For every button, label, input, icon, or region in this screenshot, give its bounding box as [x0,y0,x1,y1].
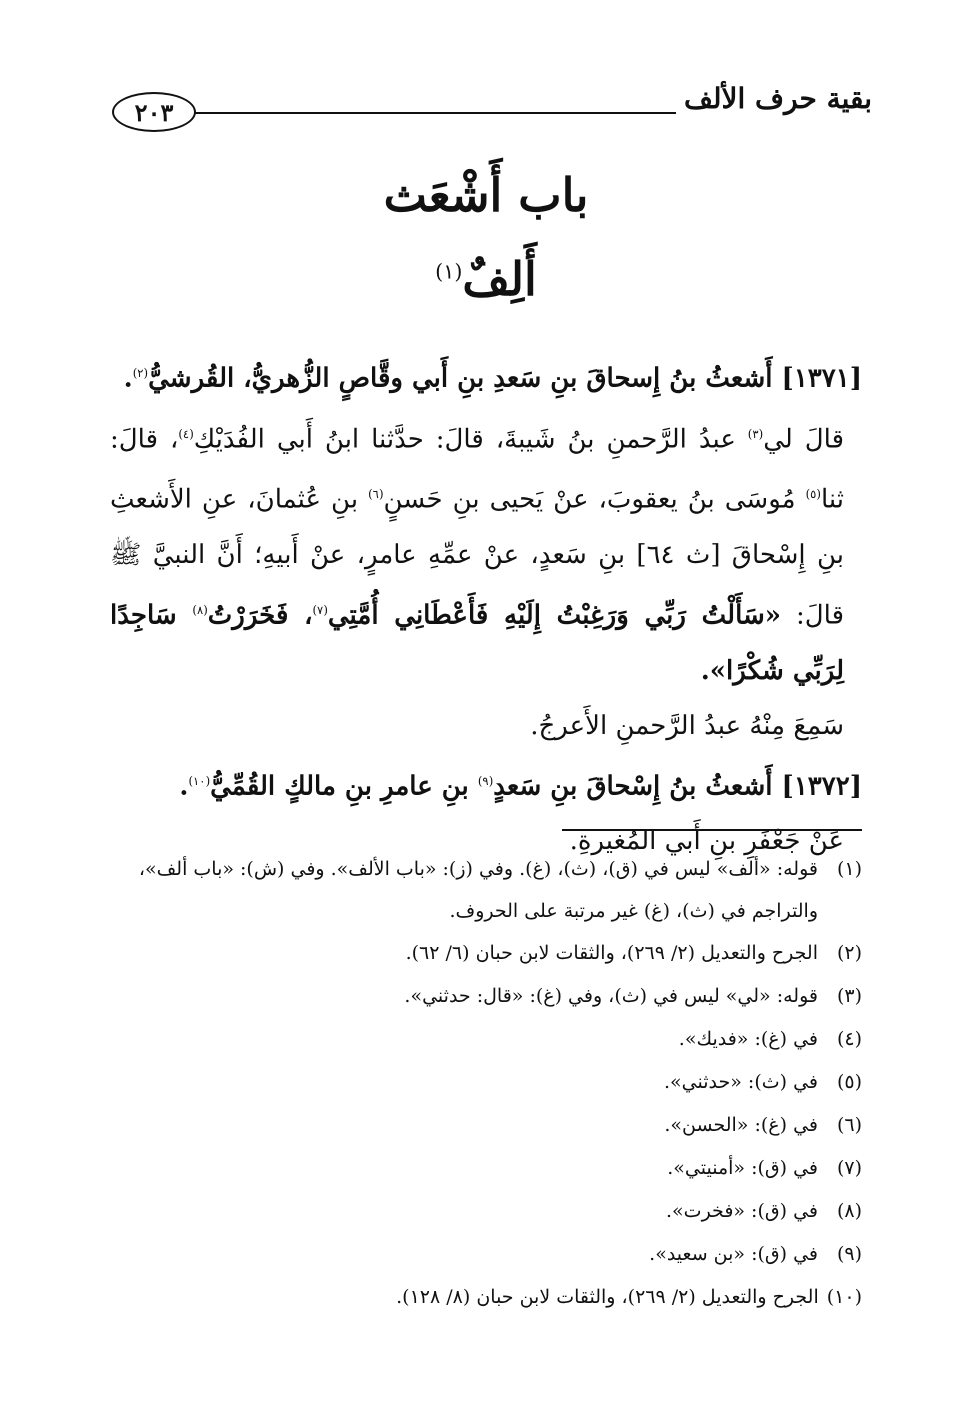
footnote-text: قوله: «لي» ليس في (ث)، وفي (غ): «قال: حدثني». [404,985,818,1007]
footnote-item [102,1190,862,1233]
footnote-text: في (ث): «حدثني». [664,1071,818,1093]
text-run: بنِ عُثمانَ، عنِ الأَشعثِ بنِ إِسْحاقَ [ث ٦٤] بنِ سَعدٍ، عنْ عمِّهِ عامرٍ، عنْ أَبيهِ؛ أَنَّ النبيَّ ﷺ قالَ: [110,484,844,631]
running-head: بقية حرف الألف [676,82,872,115]
footnote-number: (٣) [836,985,862,1007]
footnote-item [102,1276,862,1319]
entry-heading-text: [١٣٧١] أَشعثُ بنُ إِسحاقَ بنِ سَعدِ بنِ أَبي وقَّاصٍ الزُّهريُّ، القُرشيُّ [148,363,862,394]
footnote-number: (٥) [836,1071,862,1093]
footnote-item [102,1104,862,1147]
footnote-number: (٢) [836,942,862,964]
footnote-text: في (ق): «بن سعيد». [649,1243,818,1265]
footnote-text: الجرح والتعديل (٢/ ٢٦٩)، والثقات لابن حبان (٨/ ١٢٨). [396,1286,819,1308]
footnote-item [102,1061,862,1104]
footnotes [102,848,862,1319]
footnote-ref: (١٠) [188,773,211,788]
entry-heading-text: بنِ عامرِ بنِ مالكٍ القُمِّيُّ [210,771,478,802]
footnote-number: (٨) [836,1200,862,1222]
footnote-ref: (٨) [192,602,208,617]
footnote-separator [562,829,862,831]
footnote-ref: (٥) [805,487,821,502]
footnote-ref: (٣) [747,426,764,441]
entry-heading-end: . [123,363,133,394]
footnote-text: في (غ): «فديك». [678,1028,818,1050]
entry-note-1371: سَمِعَ مِنْهُ عبدُ الرَّحمنِ الأَعرجُ. [530,710,844,741]
footnote-text: قوله: «ألف» ليس في (ق)، (ث)، (غ). وفي (ز): «باب الألف». وفي (ش): «باب ألف»، والتراجم في (ث)، (غ) غير مرتبة على الحروف. [138,858,818,922]
main-text [110,346,862,869]
header-rule [192,112,722,114]
hadith-text: سَاجِدًا لِرَبِّي شُكْرًا». [110,600,844,686]
footnote-number: (٤) [836,1028,862,1050]
footnote-ref: (١) [435,259,463,284]
footnote-ref: (٦) [368,487,384,502]
text-run: ، قالَ: ثنا [110,424,844,515]
footnote-text: في (غ): «الحسن». [664,1114,818,1136]
entry-heading-end: . [179,771,189,802]
text-run: مُوسَى بنُ يعقوبَ، عنْ يَحيى بنِ حَسنٍ [383,484,806,515]
footnote-ref: (٩) [477,773,494,788]
chapter-title: باب أَشْعَث [383,168,589,222]
section-title-text: أَلِفٌ [462,252,537,306]
footnote-item [102,1233,862,1276]
footnote-item [102,932,862,975]
entry-paragraph-1371 [110,407,862,699]
footnote-ref: (٢) [132,366,149,380]
footnote-number: (٩) [836,1243,862,1265]
hadith-text: «سَأَلْتُ رَبِّي وَرَغِبْتُ إِلَيْهِ فَأَعْطَانِي أُمَّتِي [327,600,782,631]
page-number: ٢٠٣ [112,92,196,132]
footnote-ref: (٧) [312,602,328,617]
footnote-item [102,1147,862,1190]
footnote-text: في (ق): «أمنيتي». [667,1157,818,1179]
hadith-text: ، فَخَرَرْتُ [207,600,313,631]
footnote-number: (٦) [836,1114,862,1136]
page-header [112,78,872,138]
entry-heading-1371 [110,346,862,407]
footnote-number: (١٠) [826,1286,862,1308]
entry-heading-text: [١٣٧٢] أَشعثُ بنُ إِسْحاقَ بنِ سَعدٍ [493,771,862,802]
footnote-item [102,1018,862,1061]
footnote-number: (٧) [836,1157,862,1179]
footnote-text: الجرح والتعديل (٢/ ٢٦٩)، والثقات لابن حبان (٦/ ٦٢). [405,942,818,964]
entry-heading-1372 [110,754,862,815]
entry-paragraph-1372: عَنْ جَعْفَرِ بنِ أَبي المُغيرةِ. [569,826,844,857]
footnote-ref: (٤) [178,426,194,441]
text-run: قالَ لي [763,424,844,455]
footnote-item [102,975,862,1018]
footnote-number: (١) [836,858,862,880]
footnote-item [102,848,862,932]
section-title [0,252,972,306]
text-run: عبدُ الرَّحمنِ بنُ شَيبةَ، قالَ: حدَّثنا ابنُ أَبي الفُدَيْكِ [193,424,748,455]
footnote-text: في (ق): «فخرت». [666,1200,818,1222]
